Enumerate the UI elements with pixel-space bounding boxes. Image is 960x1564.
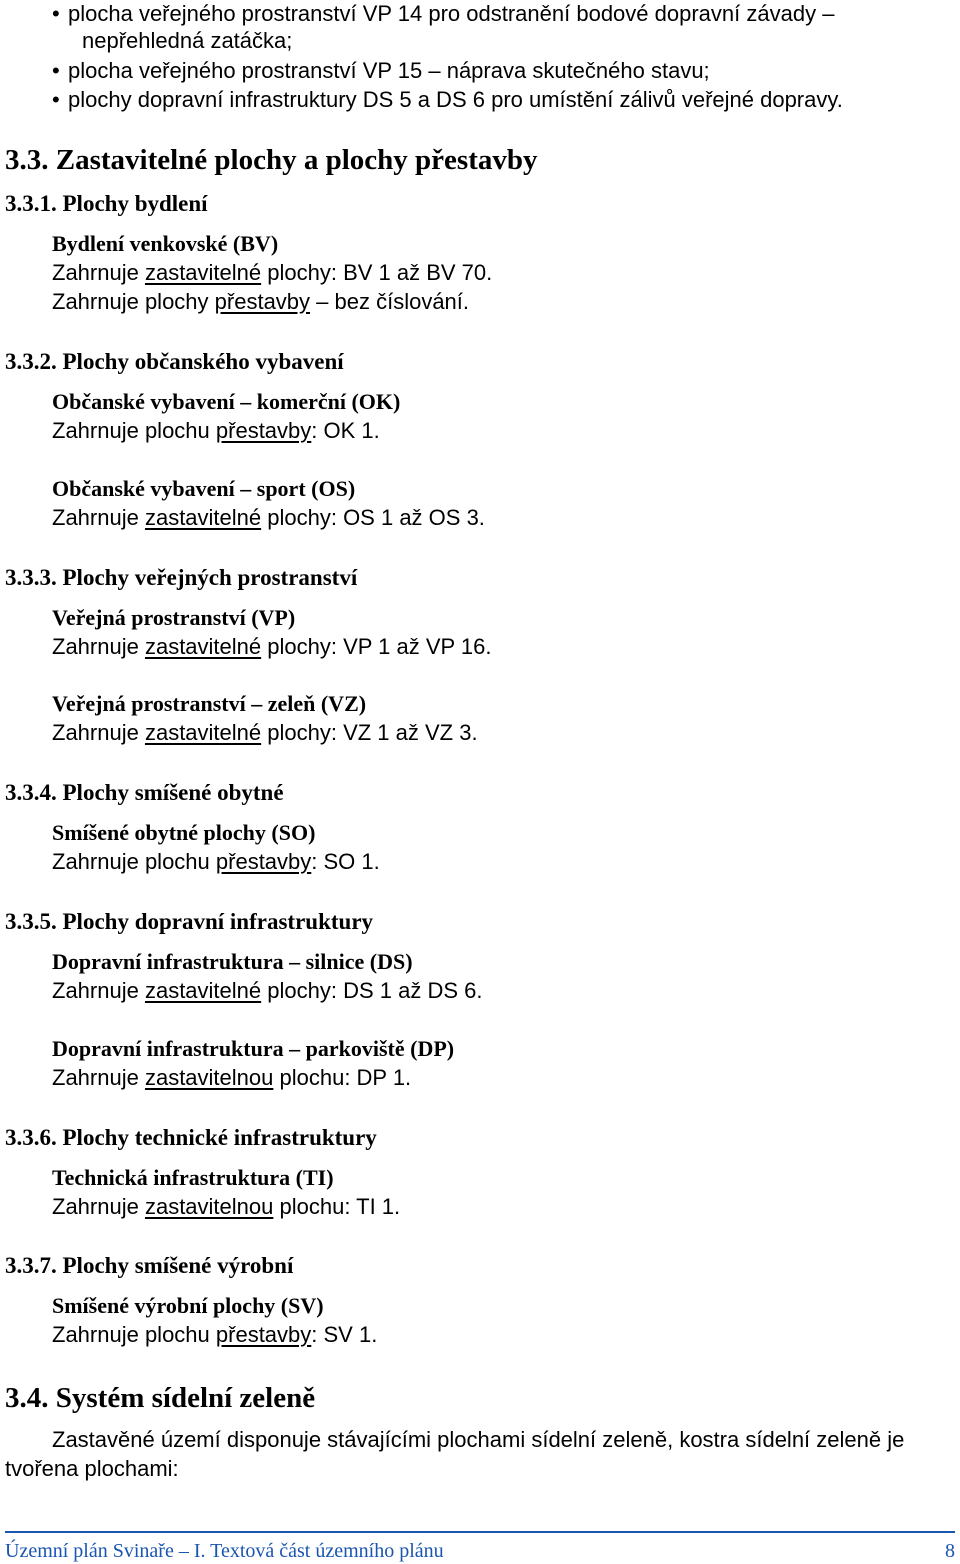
category-description: Zahrnuje plochy přestavby – bez číslování.: [52, 289, 470, 314]
category-title: Dopravní infrastruktura – parkoviště (DP): [52, 1036, 455, 1061]
category-title: Veřejná prostranství – zeleň (VZ): [52, 691, 367, 716]
category-description: Zahrnuje zastavitelnou plochu: TI 1.: [52, 1194, 401, 1219]
subsection-heading: 3.3.7. Plochy smíšené výrobní: [5, 1253, 294, 1278]
paragraph-line: tvořena plochami:: [5, 1456, 179, 1481]
bullet-symbol: •: [52, 1, 60, 26]
category-description: Zahrnuje zastavitelné plochy: VZ 1 až VZ 3.: [52, 720, 478, 745]
section-number: 3.4.: [5, 1382, 49, 1414]
category-description: Zahrnuje plochu přestavby: SV 1.: [52, 1322, 378, 1347]
section-number: 3.3.: [5, 144, 49, 176]
category-title: Občanské vybavení – komerční (OK): [52, 389, 401, 414]
category-title: Veřejná prostranství (VP): [52, 605, 296, 630]
subsection-heading: 3.3.1. Plochy bydlení: [5, 191, 208, 216]
section-title: Zastavitelné plochy a plochy přestavby: [55, 144, 538, 176]
category-title: Smíšené obytné plochy (SO): [52, 820, 316, 845]
subsection-heading: 3.3.4. Plochy smíšené obytné: [5, 780, 284, 805]
category-title: Občanské vybavení – sport (OS): [52, 476, 356, 501]
category-description: Zahrnuje plochu přestavby: SO 1.: [52, 849, 380, 874]
footer-divider: [5, 1531, 955, 1533]
subsection-heading: 3.3.5. Plochy dopravní infrastruktury: [5, 909, 374, 934]
category-description: Zahrnuje plochu přestavby: OK 1.: [52, 418, 380, 443]
bullet-item: plochy dopravní infrastruktury DS 5 a DS 6 pro umístění zálivů veřejné dopravy.: [68, 87, 843, 112]
bullet-symbol: •: [52, 58, 60, 83]
category-description: Zahrnuje zastavitelné plochy: OS 1 až OS 3.: [52, 505, 485, 530]
subsection-heading: 3.3.6. Plochy technické infrastruktury: [5, 1125, 377, 1150]
section-heading-3-3: [5, 143, 538, 177]
category-description: Zahrnuje zastavitelné plochy: BV 1 až BV 70.: [52, 260, 493, 285]
category-title: Bydlení venkovské (BV): [52, 231, 279, 256]
subsection-heading: 3.3.2. Plochy občanského vybavení: [5, 349, 344, 374]
section-heading-3-4: [5, 1381, 315, 1415]
bullet-symbol: •: [52, 87, 60, 112]
bullet-item-continuation: nepřehledná zatáčka;: [82, 28, 293, 53]
subsection-heading: 3.3.3. Plochy veřejných prostranství: [5, 565, 358, 590]
category-title: Technická infrastruktura (TI): [52, 1165, 334, 1190]
bullet-item: plocha veřejného prostranství VP 14 pro odstranění bodové dopravní závady –: [68, 1, 835, 26]
category-title: Dopravní infrastruktura – silnice (DS): [52, 949, 413, 974]
category-title: Smíšené výrobní plochy (SV): [52, 1293, 324, 1318]
bullet-item: plocha veřejného prostranství VP 15 – náprava skutečného stavu;: [68, 58, 710, 83]
section-title: Systém sídelní zeleně: [55, 1382, 316, 1414]
page-number: 8: [945, 1540, 955, 1562]
category-description: Zahrnuje zastavitelné plochy: VP 1 až VP 16.: [52, 634, 492, 659]
category-description: Zahrnuje zastavitelné plochy: DS 1 až DS 6.: [52, 978, 483, 1003]
footer-title: Územní plán Svinaře – I. Textová část územního plánu: [5, 1540, 444, 1562]
category-description: Zahrnuje zastavitelnou plochu: DP 1.: [52, 1065, 412, 1090]
paragraph-line: Zastavěné území disponuje stávajícími plochami sídelní zeleně, kostra sídelní zeleně je: [52, 1427, 905, 1452]
